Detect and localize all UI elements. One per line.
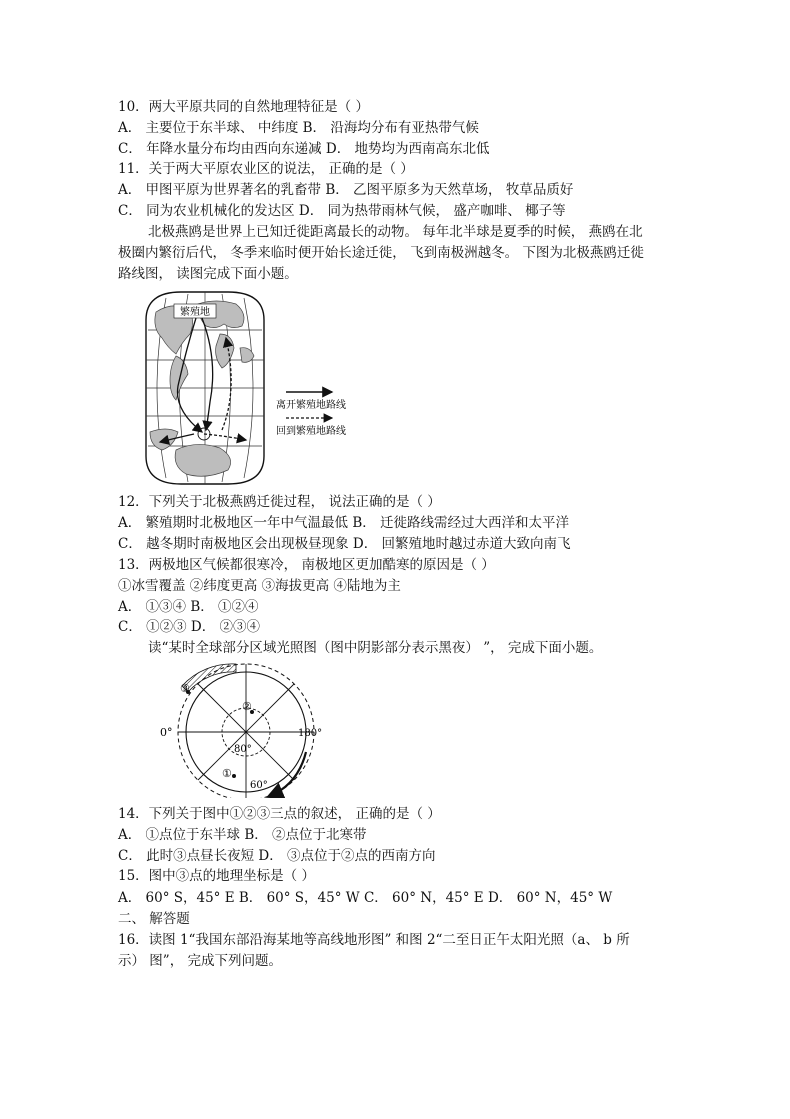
breeding-area-label: 繁殖地 <box>180 307 210 318</box>
question-12: 12．下列关于北极燕鸥迁徙过程， 说法正确的是（ ） <box>118 494 441 510</box>
q13-statements: ①冰雪覆盖 ②纬度更高 ③海拔更高 ④陆地为主 <box>118 578 401 594</box>
question-14: 14．下列关于图中①②③三点的叙述， 正确的是（ ） <box>118 806 441 822</box>
label-0-degree: 0° <box>160 726 173 739</box>
question-16-cont: 示） 图”， 完成下列问题。 <box>118 953 282 969</box>
q12-option-ab: A． 繁殖期时北极地区一年中气温最低 B． 迁徙路线需经过大西洋和太平洋 <box>118 515 570 531</box>
tern-migration-map <box>136 290 376 486</box>
label-180-degree: 180° <box>298 728 323 739</box>
q11-option-ab: A． 甲图平原为世界著名的乳畜带 B． 乙图平原多为天然草场， 牧草品质好 <box>118 182 574 198</box>
passage-tern-3: 路线图， 读图完成下面小题。 <box>118 266 298 282</box>
legend-leave-label: 离开繁殖地路线 <box>276 400 346 411</box>
point-2-label: ② <box>242 700 252 713</box>
passage-tern-2: 极圈内繁衍后代， 冬季来临时便开始长途迁徙， 飞到南极洲越冬。 下图为北极燕鸥迁徙 <box>118 245 644 261</box>
q11-option-cd: C． 同为农业机械化的发达区 D． 同为热带雨林气候， 盛产咖啡、 椰子等 <box>118 203 566 219</box>
point-1-label: ① <box>222 767 232 780</box>
illumination-diagram <box>152 662 332 798</box>
migration-map-svg <box>136 290 376 486</box>
q15-options: A． 60° S，45° E B． 60° S，45° W C． 60° N，45° E D． 60° N，45° W <box>118 890 613 906</box>
question-13: 13．两极地区气候都很寒冷， 南极地区更加酷寒的原因是（ ） <box>118 557 495 573</box>
q14-option-cd: C． 此时③点昼长夜短 D． ③点位于②点的西南方向 <box>118 848 436 864</box>
point-3-label: ③ <box>180 682 190 695</box>
question-10: 10．两大平原共同的自然地理特征是（ ） <box>118 99 369 115</box>
q14-option-ab: A． ①点位于东半球 B． ②点位于北寒带 <box>118 827 367 843</box>
illumination-svg <box>152 662 332 798</box>
q13-option-ab: A． ①③④ B． ①②④ <box>118 599 259 615</box>
question-15: 15．图中③点的地理坐标是（ ） <box>118 868 315 884</box>
question-11: 11．关于两大平原农业区的说法， 正确的是（ ） <box>118 161 414 177</box>
label-80-degree: 80° <box>234 744 252 755</box>
q10-option-cd: C． 年降水量分布均由西向东递减 D． 地势均为西南高东北低 <box>118 141 490 157</box>
label-60-degree: 60° <box>250 780 268 791</box>
passage-illumination: 读“某时全球部分区域光照图（图中阴影部分表示黑夜） ”， 完成下面小题。 <box>148 640 603 656</box>
passage-tern-1: 北极燕鸥是世界上已知迁徙距离最长的动物。 每年北半球是夏季的时候， 燕鸥在北 <box>148 224 643 240</box>
q13-option-cd: C． ①②③ D． ②③④ <box>118 619 261 635</box>
q12-option-cd: C． 越冬期时南极地区会出现极昼现象 D． 回繁殖地时越过赤道大致向南飞 <box>118 536 571 552</box>
section-heading-answer: 二、 解答题 <box>118 911 190 927</box>
question-16: 16．读图 1“我国东部沿海某地等高线地形图” 和图 2“二至日正午太阳光照（a、 b 所 <box>118 932 630 948</box>
legend-return-label: 回到繁殖地路线 <box>276 426 346 437</box>
q10-option-ab: A． 主要位于东半球、 中纬度 B． 沿海均分布有亚热带气候 <box>118 120 479 136</box>
